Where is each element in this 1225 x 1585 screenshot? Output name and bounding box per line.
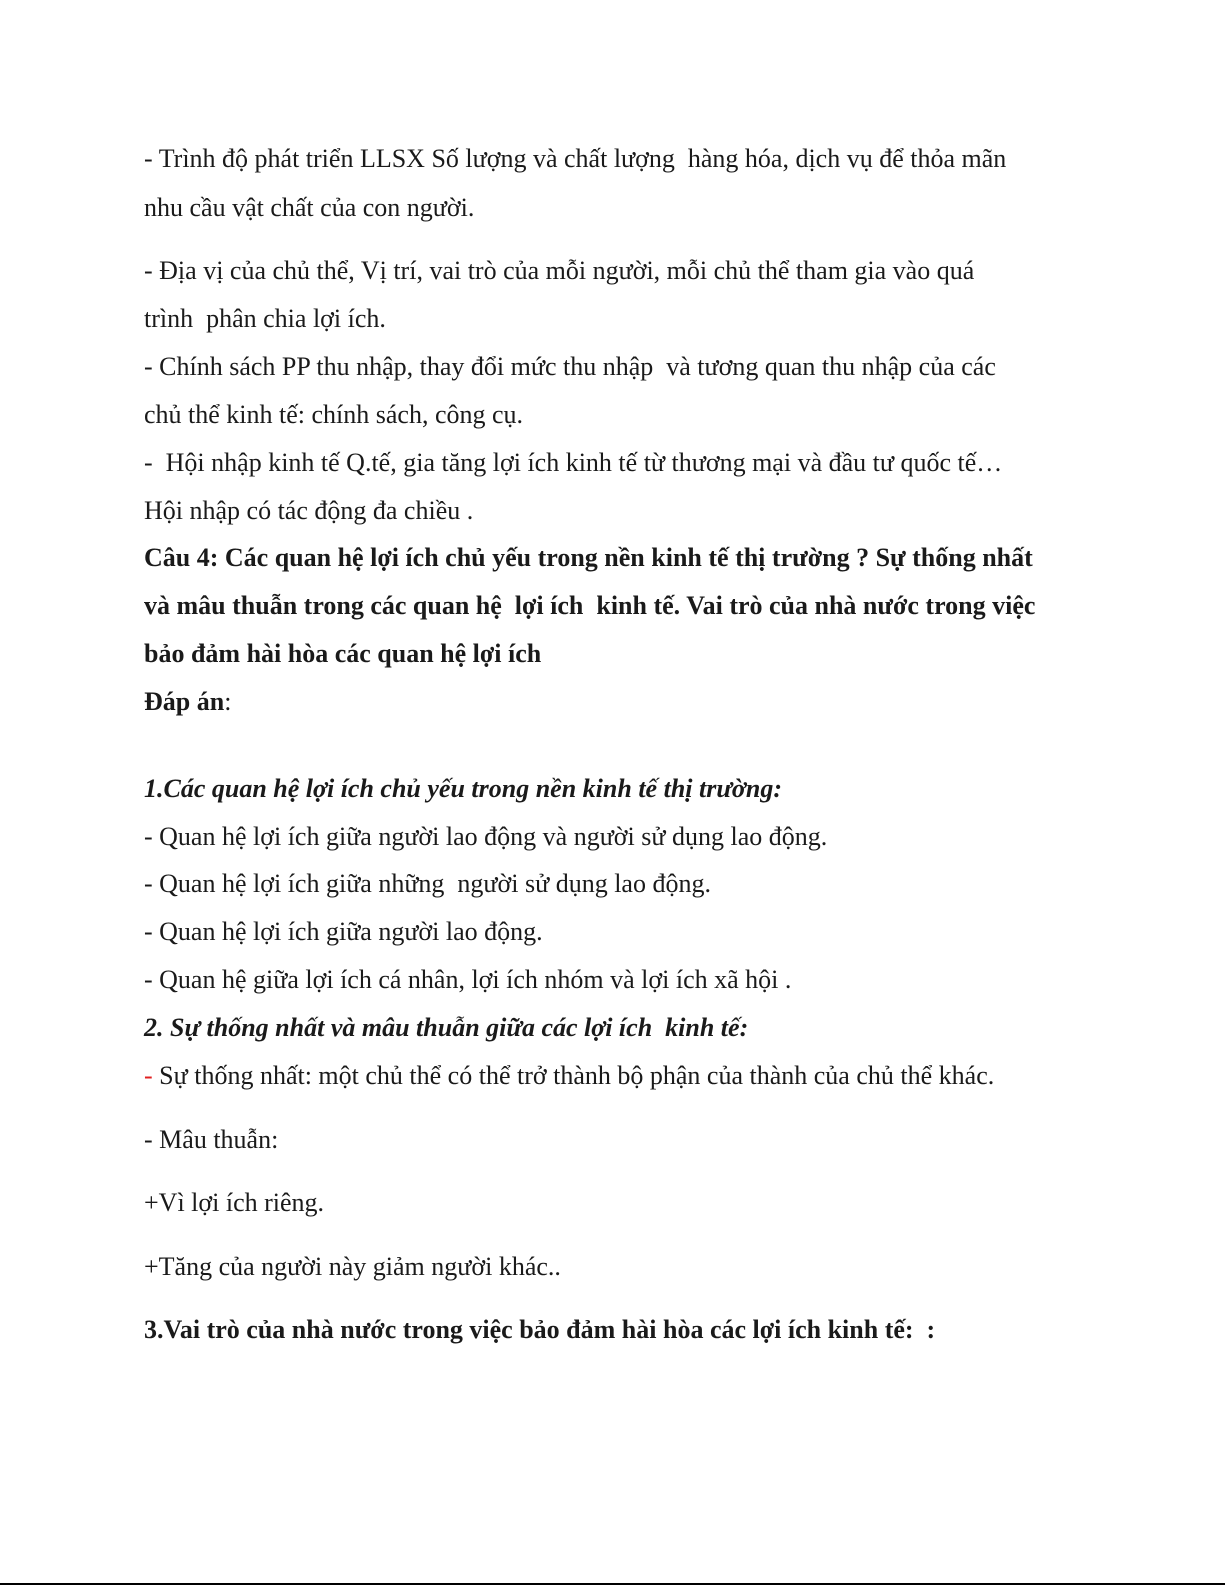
paragraph-line: - Hội nhập kinh tế Q.tế, gia tăng lợi ích kinh tế từ thương mại và đầu tư quốc tế… [144,448,1003,477]
list-item: - Quan hệ giữa lợi ích cá nhân, lợi ích nhóm và lợi ích xã hội . [144,965,792,994]
paragraph-line: chủ thể kinh tế: chính sách, công cụ. [144,400,524,429]
list-item: - Quan hệ lợi ích giữa những người sử dụng lao động. [144,869,711,898]
list-item: - Quan hệ lợi ích giữa người lao động. [144,917,543,946]
answer-label-text: Đáp án [144,687,225,716]
list-item: - Mâu thuẫn: [144,1125,279,1154]
paragraph-line: - Trình độ phát triển LLSX Số lượng và chất lượng hàng hóa, dịch vụ để thỏa mãn [144,144,1007,173]
section-heading: 1.Các quan hệ lợi ích chủ yếu trong nền kinh tế thị trường: [144,774,782,803]
question-heading: và mâu thuẫn trong các quan hệ lợi ích kinh tế. Vai trò của nhà nước trong việc [144,591,1036,620]
paragraph-line: trình phân chia lợi ích. [144,304,386,333]
list-item: - Quan hệ lợi ích giữa người lao động và người sử dụng lao động. [144,822,828,851]
section-heading: 2. Sự thống nhất và mâu thuẫn giữa các lợi ích kinh tế: [144,1013,749,1042]
question-heading: Câu 4: Các quan hệ lợi ích chủ yếu trong nền kinh tế thị trường ? Sự thống nhất [144,543,1033,572]
unity-text: Sự thống nhất: một chủ thể có thể trở thành bộ phận của thành của chủ thể khác. [152,1061,995,1090]
list-item [144,1060,994,1092]
answer-label [144,686,231,718]
list-item: +Vì lợi ích riêng. [144,1188,325,1217]
paragraph-line: Hội nhập có tác động đa chiều . [144,496,474,525]
question-heading: bảo đảm hài hòa các quan hệ lợi ích [144,639,542,668]
paragraph-line: - Địa vị của chủ thể, Vị trí, vai trò của mỗi người, mỗi chủ thể tham gia vào quá [144,256,975,285]
section-heading: 3.Vai trò của nhà nước trong việc bảo đảm hài hòa các lợi ích kinh tế: : [144,1315,936,1344]
list-item: +Tăng của người này giảm người khác.. [144,1252,561,1281]
red-dash-marker: - [144,1061,153,1090]
answer-label-colon: : [224,687,232,716]
paragraph-line: nhu cầu vật chất của con người. [144,193,475,222]
paragraph-line: - Chính sách PP thu nhập, thay đổi mức thu nhập và tương quan thu nhập của các [144,352,996,381]
